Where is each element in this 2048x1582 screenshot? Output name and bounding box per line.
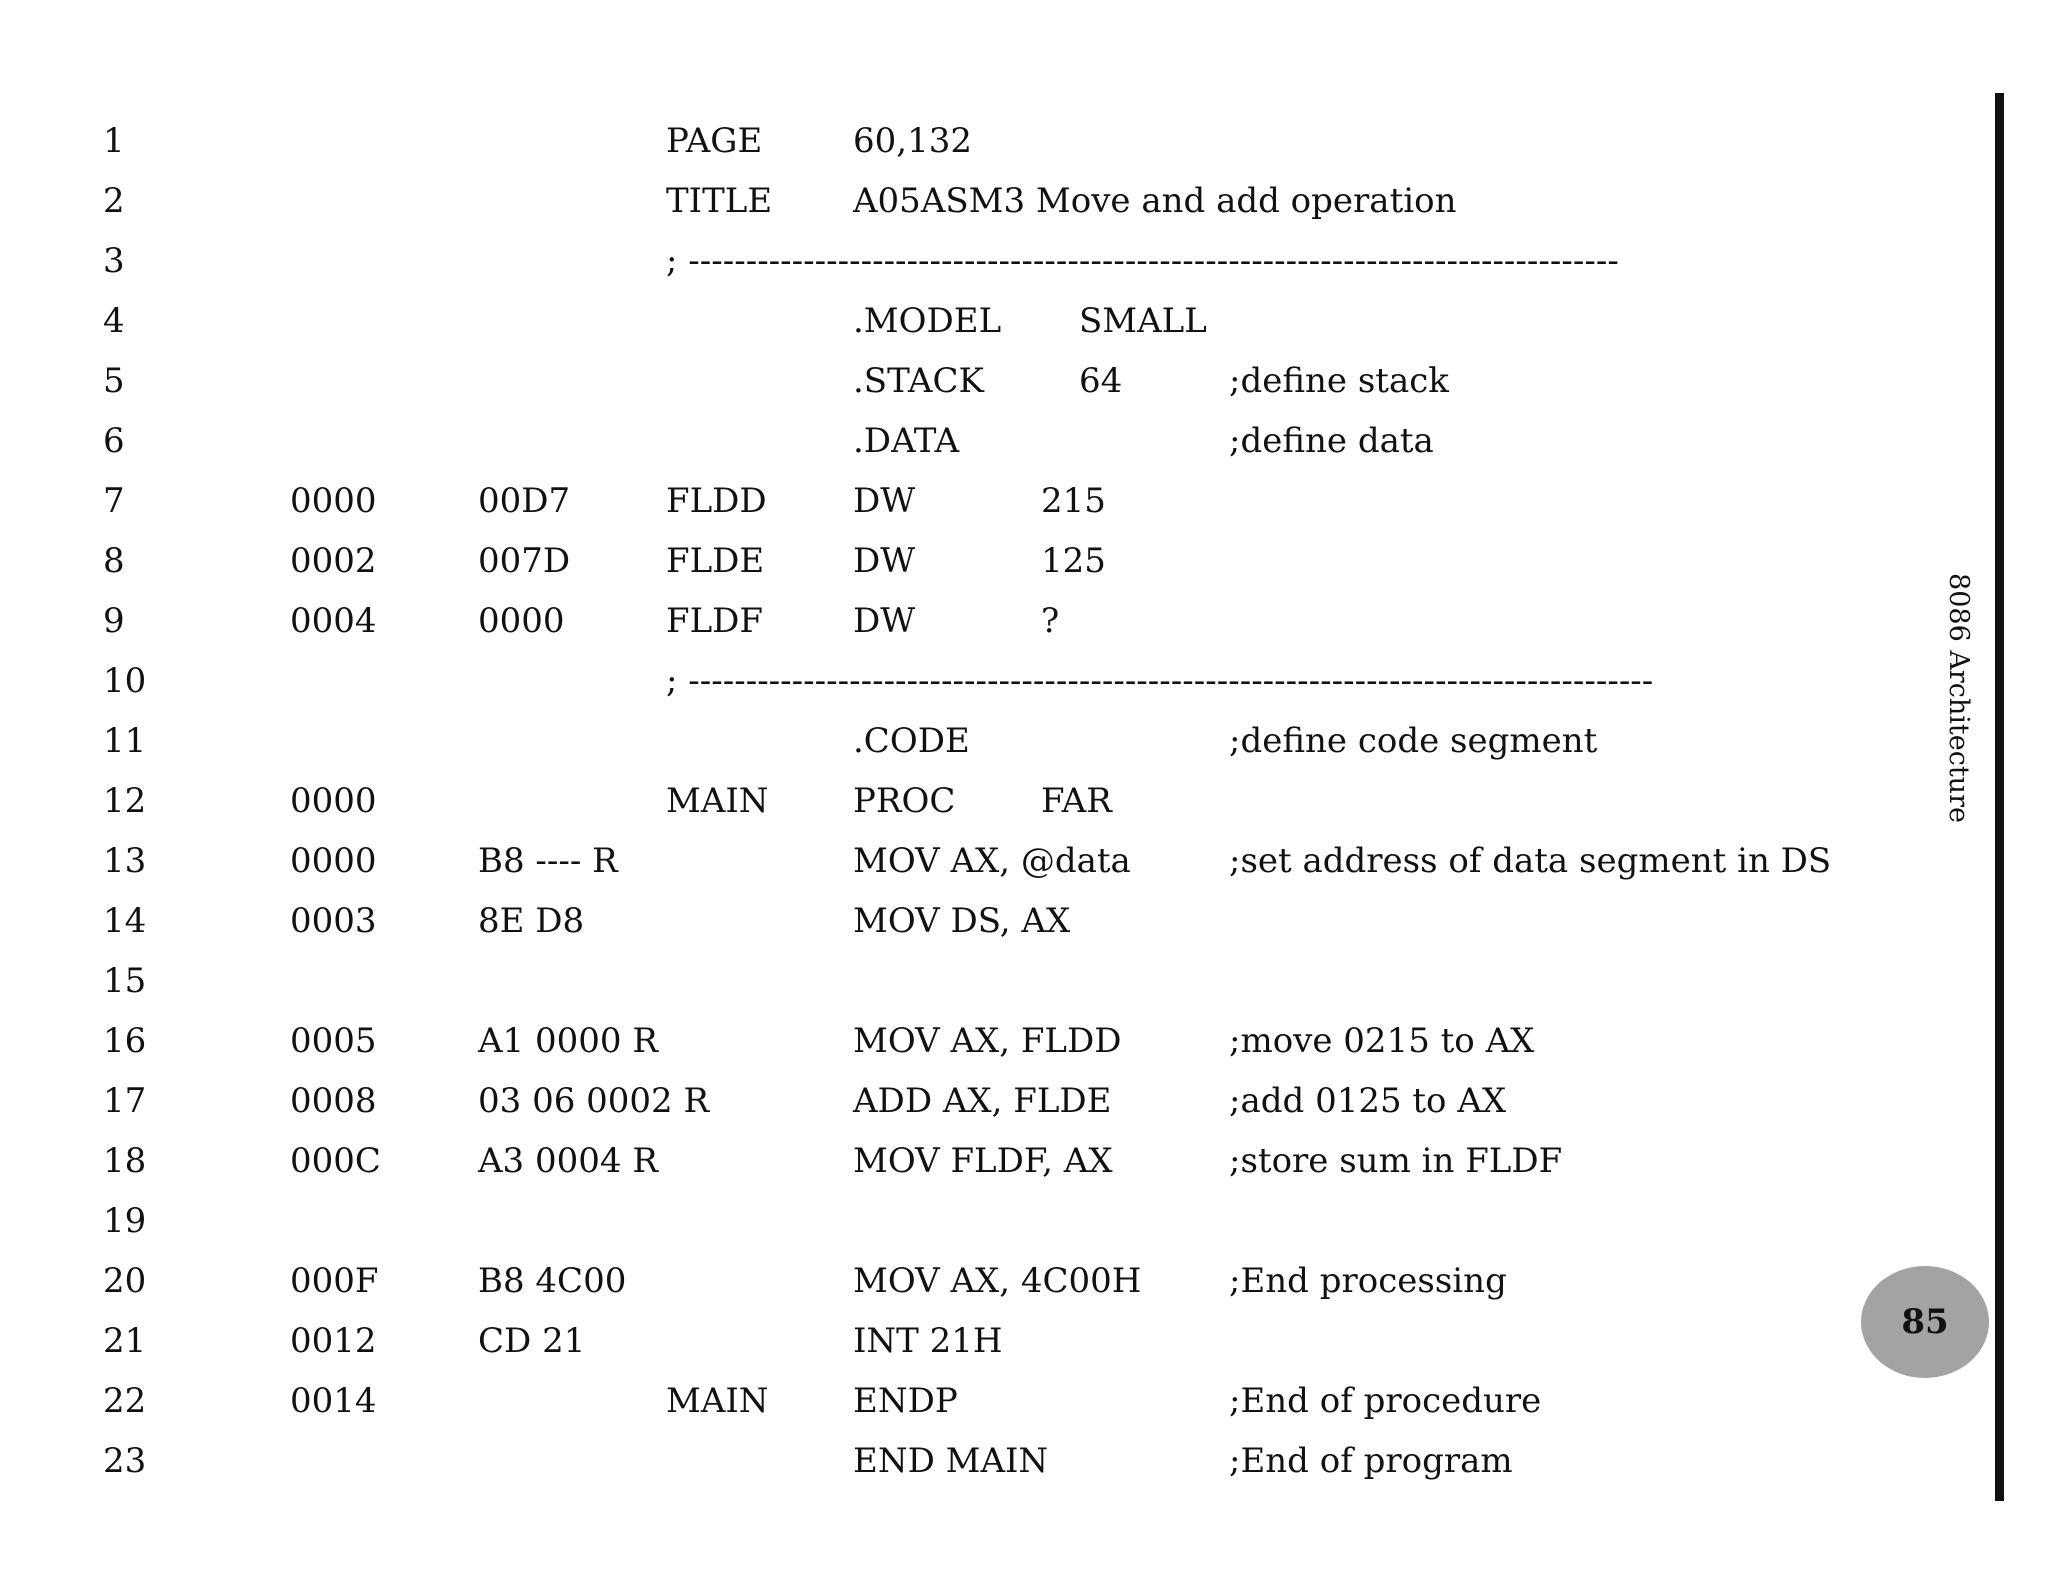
listing-row (0, 233, 1900, 289)
source-operation: 60,132 (853, 121, 972, 161)
object-code: B8 4C00 (478, 1261, 627, 1301)
listing-row (0, 293, 1900, 349)
offset-address: 0008 (290, 1081, 377, 1121)
source-operation: MOV AX, @data (853, 841, 1131, 881)
object-code: CD 21 (478, 1321, 586, 1361)
source-comment: ;move 0215 to AX (1229, 1021, 1535, 1061)
listing-row (0, 1253, 1900, 1309)
listing-row (0, 713, 1900, 769)
source-label: FLDD (666, 481, 767, 521)
source-comment: ;store sum in FLDF (1229, 1141, 1563, 1181)
line-number: 2 (103, 181, 125, 221)
listing-row (0, 533, 1900, 589)
offset-address: 0012 (290, 1321, 377, 1361)
offset-address: 0004 (290, 601, 377, 641)
source-comment: ;add 0125 to AX (1229, 1081, 1507, 1121)
line-number: 17 (103, 1081, 147, 1121)
source-operation: .DATA (853, 421, 960, 461)
listing-row (0, 773, 1900, 829)
source-operation: .MODEL (853, 301, 1002, 341)
offset-address: 0003 (290, 901, 377, 941)
line-number: 4 (103, 301, 125, 341)
source-operation: MOV DS, AX (853, 901, 1071, 941)
offset-address: 0000 (290, 781, 377, 821)
listing-row (0, 653, 1900, 709)
line-number: 8 (103, 541, 125, 581)
page-edge-bar (1995, 93, 2004, 1501)
source-comment: ;End of program (1229, 1441, 1513, 1481)
source-comment: ;End of procedure (1229, 1381, 1542, 1421)
source-label: PAGE (666, 121, 763, 161)
source-operand: 125 (1041, 541, 1106, 581)
source-operand: SMALL (1079, 301, 1207, 341)
offset-address: 0002 (290, 541, 377, 581)
source-operation: INT 21H (853, 1321, 1003, 1361)
listing-row (0, 1133, 1900, 1189)
page-number-badge (1861, 1266, 1989, 1378)
source-operation: MOV AX, FLDD (853, 1021, 1122, 1061)
listing-row (0, 1073, 1900, 1129)
line-number: 5 (103, 361, 125, 401)
source-operation: MOV AX, 4C00H (853, 1261, 1142, 1301)
line-number: 9 (103, 601, 125, 641)
source-operand: 215 (1041, 481, 1106, 521)
line-number: 23 (103, 1441, 147, 1481)
object-code: 8E D8 (478, 901, 585, 941)
listing-row (0, 1013, 1900, 1069)
source-label: TITLE (666, 181, 773, 221)
offset-address: 0000 (290, 481, 377, 521)
source-label: ; --------------------------------------------------------------------------------- (666, 241, 1619, 281)
source-operation: DW (853, 601, 916, 641)
source-label: MAIN (666, 1381, 769, 1421)
line-number: 16 (103, 1021, 147, 1061)
line-number: 10 (103, 661, 147, 701)
listing-row (0, 1433, 1900, 1489)
line-number: 15 (103, 961, 147, 1001)
source-comment: ;define stack (1229, 361, 1449, 401)
line-number: 22 (103, 1381, 147, 1421)
source-operation: A05ASM3 Move and add operation (853, 181, 1457, 221)
source-label: MAIN (666, 781, 769, 821)
line-number: 3 (103, 241, 125, 281)
section-label-text: 8086 Architecture (1943, 573, 1974, 823)
line-number: 11 (103, 721, 147, 761)
line-number: 12 (103, 781, 147, 821)
source-comment: ;set address of data segment in DS (1229, 841, 1832, 881)
object-code: 0000 (478, 601, 565, 641)
line-number: 21 (103, 1321, 147, 1361)
source-label: ; ------------------------------------------------------------------------------------ (666, 661, 1654, 701)
source-operation: ENDP (853, 1381, 958, 1421)
object-code: A3 0004 R (478, 1141, 658, 1181)
line-number: 20 (103, 1261, 147, 1301)
offset-address: 0014 (290, 1381, 377, 1421)
source-label: FLDF (666, 601, 764, 641)
source-comment: ;define code segment (1229, 721, 1598, 761)
listing-row (0, 353, 1900, 409)
listing-row (0, 113, 1900, 169)
source-operation: ADD AX, FLDE (853, 1081, 1112, 1121)
line-number: 6 (103, 421, 125, 461)
line-number: 14 (103, 901, 147, 941)
object-code: 03 06 0002 R (478, 1081, 710, 1121)
object-code: B8 ---- R (478, 841, 618, 881)
listing-row (0, 1373, 1900, 1429)
object-code: 00D7 (478, 481, 571, 521)
source-operation: END MAIN (853, 1441, 1049, 1481)
listing-row (0, 953, 1900, 1009)
listing-row (0, 1313, 1900, 1369)
source-operation: DW (853, 481, 916, 521)
listing-row (0, 173, 1900, 229)
listing-row (0, 593, 1900, 649)
source-operation: MOV FLDF, AX (853, 1141, 1113, 1181)
source-comment: ;define data (1229, 421, 1434, 461)
listing-row (0, 473, 1900, 529)
line-number: 18 (103, 1141, 147, 1181)
listing-row (0, 1193, 1900, 1249)
source-operand: ? (1041, 601, 1060, 641)
source-operand: 64 (1079, 361, 1123, 401)
offset-address: 000F (290, 1261, 379, 1301)
offset-address: 0005 (290, 1021, 377, 1061)
listing-row (0, 893, 1900, 949)
source-operation: PROC (853, 781, 956, 821)
page-number: 85 (1901, 1302, 1949, 1342)
source-operand: FAR (1041, 781, 1112, 821)
offset-address: 000C (290, 1141, 381, 1181)
source-label: FLDE (666, 541, 765, 581)
line-number: 13 (103, 841, 147, 881)
object-code: A1 0000 R (478, 1021, 658, 1061)
source-operation: .CODE (853, 721, 970, 761)
line-number: 7 (103, 481, 125, 521)
listing-row (0, 413, 1900, 469)
source-comment: ;End processing (1229, 1261, 1507, 1301)
line-number: 19 (103, 1201, 147, 1241)
source-operation: .STACK (853, 361, 984, 401)
source-operation: DW (853, 541, 916, 581)
object-code: 007D (478, 541, 571, 581)
offset-address: 0000 (290, 841, 377, 881)
line-number: 1 (103, 121, 125, 161)
listing-row (0, 833, 1900, 889)
